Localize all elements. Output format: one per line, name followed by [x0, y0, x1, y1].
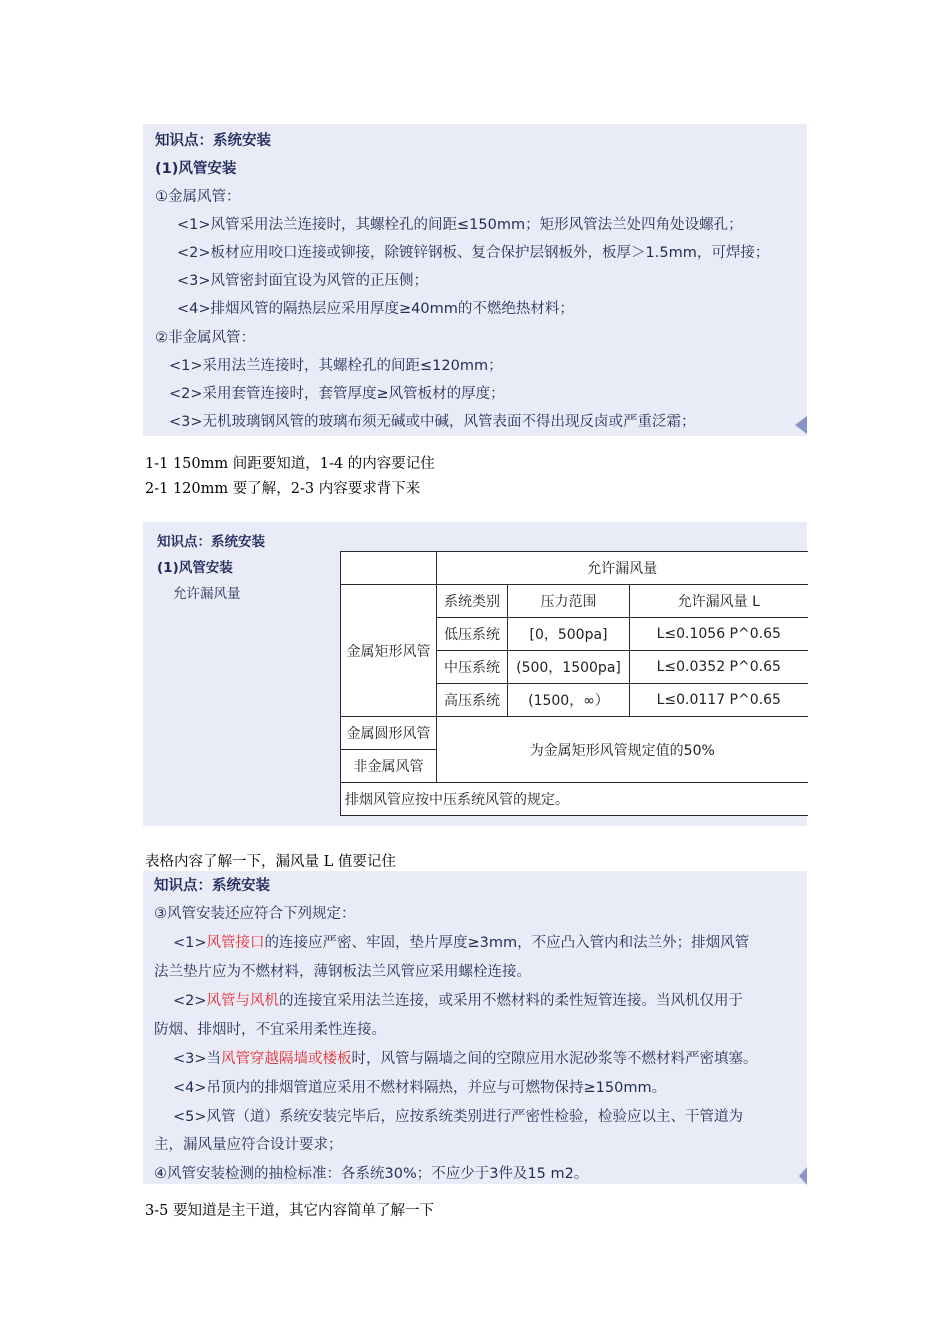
- row-pressure: [0，500pa]: [508, 618, 630, 651]
- row-leakage: L≤0.0352 P^0.65: [630, 651, 808, 684]
- rule-item-1: [173, 931, 749, 952]
- header-allowed-leakage: 允许漏风量 L: [630, 585, 808, 618]
- knowledge-panel-1: [143, 124, 807, 436]
- rule-item-5-cont: 主，漏风量应符合设计要求；: [154, 1137, 343, 1153]
- subheading-metal-duct: ①金属风管：: [155, 189, 241, 205]
- rule-1-prefix: <1>: [173, 935, 207, 951]
- rule-1-highlight: 风管接口: [206, 935, 265, 951]
- nonmetal-item-2: <2>采用套管连接时，套管厚度≥风管板材的厚度；: [169, 386, 505, 402]
- row-system: 高压系统: [437, 684, 508, 717]
- table-footer: 排烟风管应按中压系统风管的规定。: [341, 783, 808, 816]
- table-footer-row: [341, 783, 808, 816]
- air-leakage-label: 允许漏风量: [173, 586, 241, 602]
- panel-title: 知识点：系统安装: [157, 534, 265, 550]
- table-row: [341, 717, 808, 750]
- rule-3-highlight: 风管穿越隔墙或楼板: [221, 1051, 352, 1067]
- corner-arrow-icon: [795, 416, 807, 434]
- metal-round-duct-cell: 金属圆形风管: [341, 717, 437, 750]
- row-system: 中压系统: [437, 651, 508, 684]
- note-3: 表格内容了解一下，漏风量 L 值要记住: [145, 854, 396, 870]
- subheading-rules: ③风管安装还应符合下列规定：: [154, 906, 356, 922]
- table-caption-row: [341, 552, 808, 585]
- air-leakage-table: [340, 551, 808, 816]
- corner-arrow-icon: [799, 1167, 807, 1185]
- rule-2-text: 的连接宜采用法兰连接，或采用不燃材料的柔性短管连接。当风机仅用于: [279, 993, 744, 1009]
- table-caption: 允许漏风量: [437, 552, 808, 585]
- table-corner-cell: [341, 552, 437, 585]
- subheading-nonmetal-duct: ②非金属风管：: [155, 330, 255, 346]
- rule-3-prefix: <3>当: [173, 1051, 222, 1067]
- rule-item-5: <5>风管（道）系统安装完毕后，应按系统类别进行严密性检验，检验应以主、干管道为: [173, 1109, 744, 1125]
- row-leakage: L≤0.1056 P^0.65: [630, 618, 808, 651]
- metal-item-1: <1>风管采用法兰连接时，其螺栓孔的间距≤150mm；矩形风管法兰处四角处设螺孔；: [177, 217, 743, 233]
- knowledge-panel-3: [143, 871, 807, 1184]
- panel-title: 知识点：系统安装: [155, 133, 271, 149]
- header-pressure-range: 压力范围: [508, 585, 630, 618]
- rule-item-4: <4>吊顶内的排烟管道应采用不燃材料隔热，并应与可燃物保持≥150mm。: [173, 1080, 667, 1096]
- table-header-row: [341, 585, 808, 618]
- rule-3-text: 时，风管与隔墙之间的空隙应用水泥砂浆等不燃材料严密填塞。: [351, 1051, 758, 1067]
- nonmetal-item-1: <1>采用法兰连接时，其螺栓孔的间距≤120mm；: [169, 358, 503, 374]
- row-pressure: (1500，∞）: [508, 684, 630, 717]
- note-2: 2-1 120mm 要了解，2-3 内容要求背下来: [145, 481, 421, 497]
- metal-rect-duct-cell: 金属矩形风管: [341, 585, 437, 717]
- rule-item-1-cont: 法兰垫片应为不燃材料，薄钢板法兰风管应采用螺栓连接。: [154, 964, 531, 980]
- rule-2-prefix: <2>: [173, 993, 207, 1009]
- note-4: 3-5 要知道是主干道，其它内容简单了解一下: [145, 1203, 434, 1219]
- rule-1-text: 的连接应严密、牢固，垫片厚度≥3mm，不应凸入管内和法兰外；排烟风管: [264, 935, 750, 951]
- section-heading: (1)风管安装: [155, 161, 237, 177]
- note-1: 1-1 150mm 间距要知道，1-4 的内容要记住: [145, 456, 435, 472]
- nonmetal-item-3: <3>无机玻璃钢风管的玻璃布须无碱或中碱，风管表面不得出现反卤或严重泛霜；: [169, 414, 696, 430]
- subheading-sampling: ④风管安装检测的抽检标准：各系统30%；不应少于3件及15 m2。: [154, 1166, 589, 1182]
- rule-item-2-cont: 防烟、排烟时，不宜采用柔性连接。: [154, 1022, 386, 1038]
- rule-2-highlight: 风管与风机: [206, 993, 280, 1009]
- row-leakage: L≤0.0117 P^0.65: [630, 684, 808, 717]
- metal-item-3: <3>风管密封面宜设为风管的正压侧；: [177, 273, 429, 289]
- section-heading: (1)风管安装: [157, 560, 233, 576]
- merged-rule-cell: 为金属矩形风管规定值的50%: [437, 717, 808, 783]
- panel-title: 知识点：系统安装: [154, 878, 270, 894]
- metal-item-4: <4>排烟风管的隔热层应采用厚度≥40mm的不燃绝热材料；: [177, 301, 574, 317]
- nonmetal-duct-cell: 非金属风管: [341, 750, 437, 783]
- rule-item-2: [173, 989, 743, 1010]
- rule-item-3: [173, 1047, 758, 1068]
- row-system: 低压系统: [437, 618, 508, 651]
- header-system-type: 系统类别: [437, 585, 508, 618]
- metal-item-2: <2>板材应用咬口连接或铆接，除镀锌钢板、复合保护层钢板外，板厚＞1.5mm，可焊接；: [177, 245, 770, 261]
- row-pressure: (500，1500pa]: [508, 651, 630, 684]
